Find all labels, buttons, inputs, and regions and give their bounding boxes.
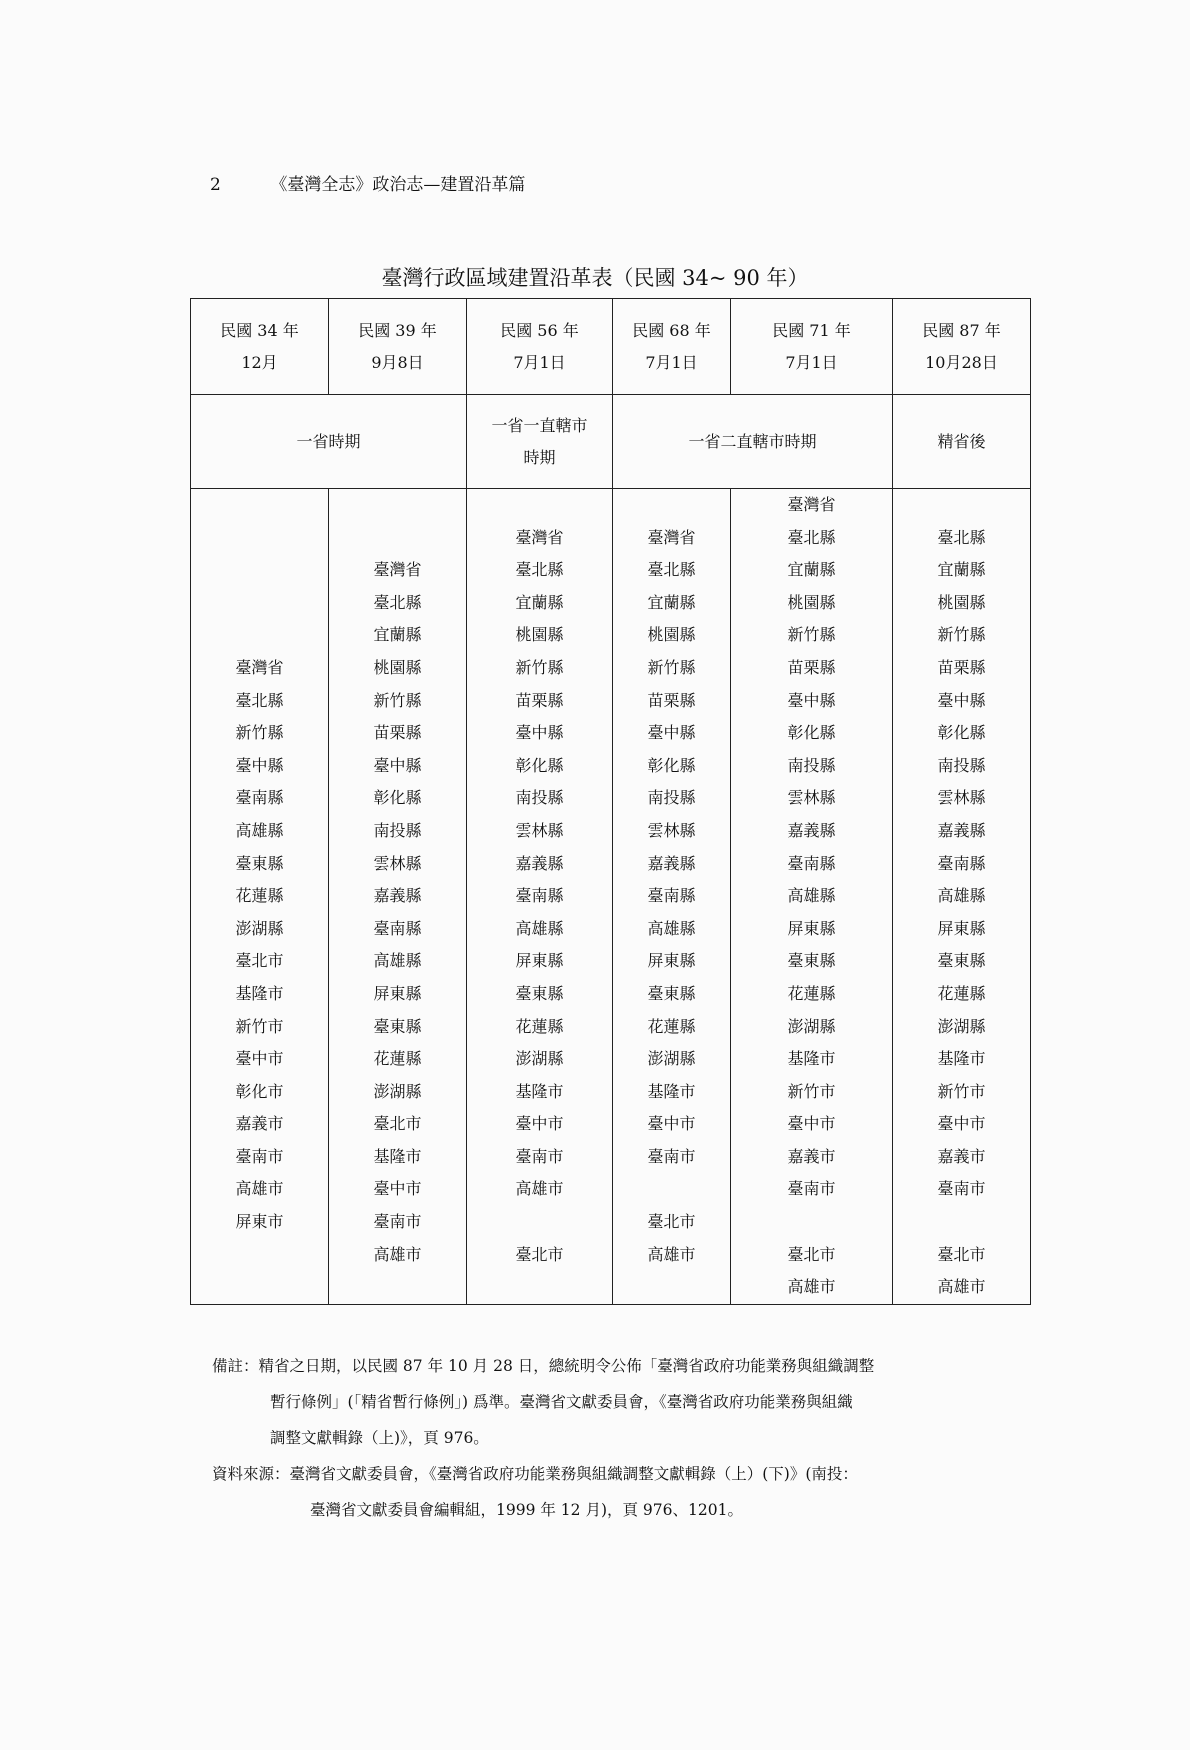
district-entry: 彰化縣 — [937, 723, 986, 743]
date-cell: 民國 39 年 9月8日 — [329, 299, 467, 395]
district-entry: 高雄縣 — [515, 918, 564, 938]
district-entry: 彰化縣 — [787, 723, 836, 743]
district-entry: 花蓮縣 — [515, 1016, 564, 1036]
district-entry: 臺南縣 — [647, 886, 696, 906]
district-entry: 臺南縣 — [515, 886, 564, 906]
district-entry: 高雄市 — [373, 1244, 422, 1264]
district-entry: 桃園縣 — [647, 625, 696, 645]
district-entry: 桃園縣 — [937, 592, 986, 612]
district-entry: 臺南市 — [515, 1146, 564, 1166]
district-entry: 高雄縣 — [235, 820, 284, 840]
date-cell: 民國 87 年 10月28日 — [893, 299, 1031, 395]
district-entry: 臺南市 — [937, 1179, 986, 1199]
district-entry: 基隆市 — [235, 983, 284, 1003]
source-line: 資料來源：臺灣省文獻委員會，《臺灣省政府功能業務與組織調整文獻輯錄（上）(下)》(南投： — [212, 1465, 858, 1483]
district-entry: 桃園縣 — [515, 625, 564, 645]
district-entry: 臺中市 — [235, 1049, 284, 1069]
district-entry: 苗栗縣 — [515, 690, 564, 710]
district-entry: 花蓮縣 — [787, 983, 836, 1003]
district-entry: 雲林縣 — [373, 853, 422, 873]
district-entry — [893, 489, 1030, 522]
district-entry: 宜蘭縣 — [373, 625, 422, 645]
district-entry: 花蓮縣 — [235, 886, 284, 906]
district-entry: 新竹縣 — [937, 625, 986, 645]
source-line: 臺灣省文獻委員會編輯組，1999 年 12 月)，頁 976、1201。 — [310, 1501, 743, 1519]
district-entry: 新竹市 — [937, 1081, 986, 1101]
district-entry: 基隆市 — [647, 1081, 696, 1101]
district-entry: 臺南市 — [647, 1146, 696, 1166]
district-entry: 屏東縣 — [937, 918, 986, 938]
district-entry: 臺中市 — [647, 1114, 696, 1134]
districts-column — [731, 489, 893, 1305]
district-entry: 苗栗縣 — [937, 657, 986, 677]
district-entry: 嘉義縣 — [937, 820, 986, 840]
district-entry: 宜蘭縣 — [787, 560, 836, 580]
district-entry: 桃園縣 — [373, 657, 422, 677]
district-entry: 嘉義縣 — [787, 820, 836, 840]
admin-history-table — [190, 298, 1031, 1305]
period-cell: 一省二直轄市時期 — [613, 395, 893, 489]
district-entry: 高雄市 — [647, 1244, 696, 1264]
district-entry — [191, 587, 328, 620]
district-entry: 臺東縣 — [235, 853, 284, 873]
district-entry: 臺南市 — [373, 1212, 422, 1232]
district-entry: 臺南縣 — [787, 853, 836, 873]
district-entry: 臺南縣 — [235, 788, 284, 808]
district-entry: 臺東縣 — [787, 951, 836, 971]
districts-row — [191, 489, 1031, 1305]
district-entry: 臺東縣 — [373, 1016, 422, 1036]
district-entry: 花蓮縣 — [647, 1016, 696, 1036]
district-entry: 南投縣 — [373, 820, 422, 840]
district-entry: 彰化縣 — [515, 755, 564, 775]
district-entry: 高雄市 — [515, 1179, 564, 1199]
district-entry: 臺北市 — [373, 1114, 422, 1134]
district-entry: 臺北市 — [787, 1244, 836, 1264]
district-entry: 新竹市 — [787, 1081, 836, 1101]
district-entry — [731, 1206, 892, 1239]
district-entry: 臺南縣 — [937, 853, 986, 873]
district-entry: 屏東市 — [235, 1212, 284, 1232]
district-entry: 澎湖縣 — [647, 1049, 696, 1069]
district-entry: 高雄縣 — [937, 886, 986, 906]
district-entry: 新竹市 — [235, 1016, 284, 1036]
district-entry: 臺灣省 — [235, 657, 284, 677]
district-entry: 彰化市 — [235, 1081, 284, 1101]
district-entry: 嘉義市 — [787, 1146, 836, 1166]
district-entry: 臺東縣 — [647, 983, 696, 1003]
district-entry: 宜蘭縣 — [515, 592, 564, 612]
district-entry: 基隆市 — [373, 1146, 422, 1166]
district-entry: 花蓮縣 — [937, 983, 986, 1003]
table-title: 臺灣行政區域建置沿革表（民國 34~ 90 年） — [381, 266, 809, 290]
district-entry: 臺北市 — [235, 951, 284, 971]
district-entry: 臺東縣 — [515, 983, 564, 1003]
district-entry — [191, 554, 328, 587]
district-entry: 新竹縣 — [515, 657, 564, 677]
district-entry: 南投縣 — [647, 788, 696, 808]
district-entry: 屏東縣 — [787, 918, 836, 938]
district-entry: 宜蘭縣 — [937, 560, 986, 580]
district-entry: 新竹縣 — [235, 723, 284, 743]
period-cell: 一省時期 — [191, 395, 467, 489]
district-entry: 臺灣省 — [787, 495, 836, 514]
district-entry — [329, 522, 466, 555]
district-entry: 臺中市 — [515, 1114, 564, 1134]
district-entry — [893, 1206, 1030, 1239]
district-entry — [191, 619, 328, 652]
district-entry: 宜蘭縣 — [647, 592, 696, 612]
district-entry: 臺中縣 — [235, 755, 284, 775]
book-title: 《臺灣全志》政治志—建置沿革篇 — [270, 175, 526, 195]
district-entry: 新竹縣 — [373, 690, 422, 710]
district-entry: 臺南市 — [787, 1179, 836, 1199]
district-entry: 臺中縣 — [373, 755, 422, 775]
district-entry: 桃園縣 — [787, 592, 836, 612]
district-entry: 基隆市 — [937, 1049, 986, 1069]
page-number: 2 — [210, 175, 221, 195]
district-entry: 基隆市 — [515, 1081, 564, 1101]
district-entry: 高雄市 — [235, 1179, 284, 1199]
district-entry: 雲林縣 — [647, 820, 696, 840]
district-entry: 高雄縣 — [373, 951, 422, 971]
district-entry: 臺北市 — [937, 1244, 986, 1264]
district-entry: 雲林縣 — [515, 820, 564, 840]
district-entry: 臺北市 — [647, 1212, 696, 1232]
district-entry: 南投縣 — [937, 755, 986, 775]
district-entry: 新竹縣 — [647, 657, 696, 677]
district-entry: 嘉義縣 — [373, 886, 422, 906]
district-entry: 高雄市 — [787, 1277, 836, 1297]
district-entry: 臺灣省 — [647, 527, 696, 547]
district-entry: 高雄市 — [937, 1277, 986, 1297]
district-entry: 南投縣 — [787, 755, 836, 775]
period-cell: 精省後 — [893, 395, 1031, 489]
districts-column — [893, 489, 1031, 1305]
district-entry: 臺中市 — [373, 1179, 422, 1199]
district-entry: 屏東縣 — [373, 983, 422, 1003]
district-entry: 屏東縣 — [647, 951, 696, 971]
district-entry: 高雄縣 — [787, 886, 836, 906]
district-entry: 苗栗縣 — [647, 690, 696, 710]
district-entry: 屏東縣 — [515, 951, 564, 971]
district-entry: 雲林縣 — [787, 788, 836, 808]
district-entry: 苗栗縣 — [373, 723, 422, 743]
district-entry: 臺中市 — [937, 1114, 986, 1134]
date-cell: 民國 68 年 7月1日 — [613, 299, 731, 395]
remark-line: 備註：精省之日期，以民國 87 年 10 月 28 日，總統明令公佈「臺灣省政府功能業務與組織調整 — [212, 1357, 875, 1375]
district-entry: 臺南市 — [235, 1146, 284, 1166]
table-notes — [212, 1348, 1022, 1528]
district-entry: 臺南縣 — [373, 918, 422, 938]
running-head — [210, 170, 525, 195]
district-entry: 嘉義縣 — [515, 853, 564, 873]
district-entry: 澎湖縣 — [235, 918, 284, 938]
district-entry: 臺灣省 — [373, 560, 422, 580]
date-cell: 民國 71 年 7月1日 — [731, 299, 893, 395]
districts-column — [191, 489, 329, 1305]
district-entry: 彰化縣 — [647, 755, 696, 775]
district-entry: 臺中縣 — [647, 723, 696, 743]
remark-line: 調整文獻輯錄（上)》，頁 976。 — [270, 1429, 489, 1447]
district-entry: 南投縣 — [515, 788, 564, 808]
district-entry: 苗栗縣 — [787, 657, 836, 677]
district-entry: 新竹縣 — [787, 625, 836, 645]
district-entry: 臺北縣 — [235, 690, 284, 710]
district-entry: 臺中縣 — [937, 690, 986, 710]
district-entry: 臺北縣 — [515, 560, 564, 580]
date-header-row — [191, 299, 1031, 395]
district-entry: 臺灣省 — [515, 527, 564, 547]
district-entry: 嘉義縣 — [647, 853, 696, 873]
district-entry: 高雄縣 — [647, 918, 696, 938]
district-entry: 澎湖縣 — [937, 1016, 986, 1036]
date-cell: 民國 56 年 7月1日 — [467, 299, 613, 395]
period-header-row — [191, 395, 1031, 489]
districts-column — [329, 489, 467, 1305]
district-entry: 雲林縣 — [937, 788, 986, 808]
district-entry — [467, 1206, 612, 1239]
district-entry: 澎湖縣 — [787, 1016, 836, 1036]
date-cell: 民國 34 年 12月 — [191, 299, 329, 395]
district-entry: 嘉義市 — [937, 1146, 986, 1166]
district-entry: 臺中縣 — [515, 723, 564, 743]
district-entry: 臺北縣 — [373, 592, 422, 612]
district-entry: 臺北縣 — [647, 560, 696, 580]
district-entry: 臺北縣 — [937, 527, 986, 547]
remark-line: 暫行條例」(「精省暫行條例」) 爲準。臺灣省文獻委員會，《臺灣省政府功能業務與組織 — [270, 1393, 853, 1411]
districts-column — [467, 489, 613, 1305]
district-entry: 臺北市 — [515, 1244, 564, 1264]
district-entry: 嘉義市 — [235, 1114, 284, 1134]
district-entry: 臺中縣 — [787, 690, 836, 710]
district-entry: 臺北縣 — [787, 527, 836, 547]
district-entry: 臺中市 — [787, 1114, 836, 1134]
district-entry: 澎湖縣 — [515, 1049, 564, 1069]
districts-column — [613, 489, 731, 1305]
district-entry: 臺東縣 — [937, 951, 986, 971]
district-entry: 基隆市 — [787, 1049, 836, 1069]
district-entry: 澎湖縣 — [373, 1081, 422, 1101]
period-cell: 一省一直轄市 時期 — [467, 395, 613, 489]
district-entry — [613, 1173, 730, 1206]
district-entry: 花蓮縣 — [373, 1049, 422, 1069]
district-entry: 彰化縣 — [373, 788, 422, 808]
